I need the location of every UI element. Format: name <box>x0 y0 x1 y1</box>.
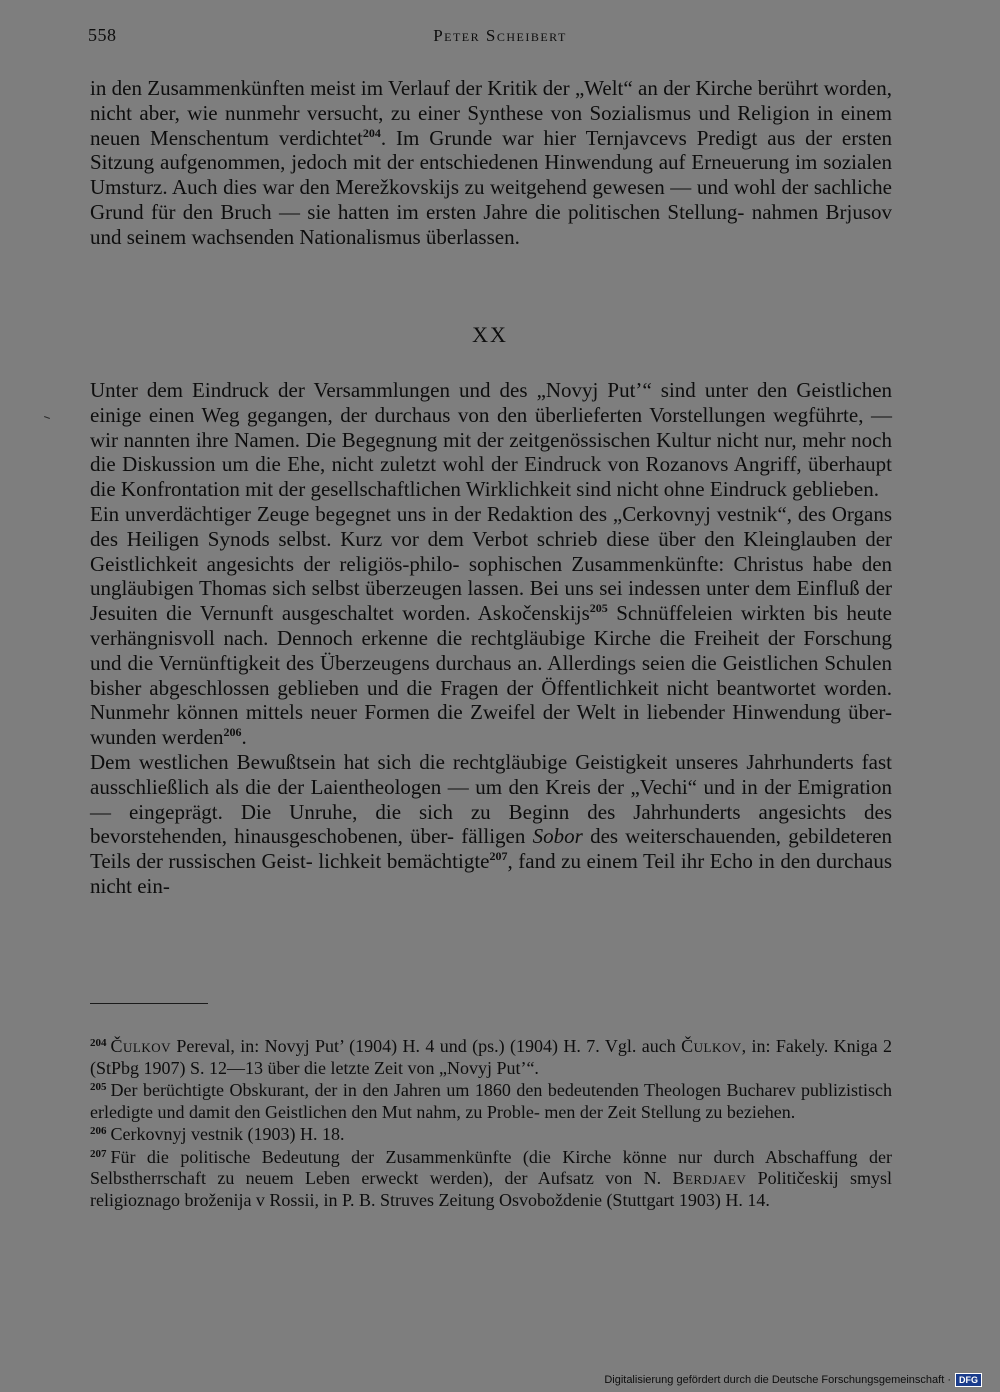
paragraph: Unter dem Eindruck der Versammlungen und des „Novyj Put’“ sind unter den Geistlichen einige einen Weg gegangen, der durchaus von den überlieferten Vorstellungen wegführte, — wir nannten ihre Namen. Die Begegnung mit der zeitgenössischen Kultur nicht nur, mehr noch die Diskussion um die Ehe, nicht zuletzt wohl der Eindruck von Rozanovs Angriff, überhaupt die Konfrontation mit der gesellschaftlichen Wirklichkeit sind nicht ohne Eindruck geblieben. <box>90 378 893 502</box>
footnote-ref-205[interactable]: 205 <box>589 601 608 616</box>
footnote-ref-204[interactable]: 204 <box>362 125 381 140</box>
footnote-ref-207[interactable]: 207 <box>489 849 508 864</box>
footnotes <box>90 1036 892 1212</box>
footnote-204: $^{204}$ Čulkov Pereval, in: Novyj Put’ (1904) H. 4 und (ps.) (1904) H. 7. Vgl. auch Čulkov, in: Fakely. Kniga 2 (StPbg 1907) S. 12—13 über die letzte Zeit von „Novyj Put’“. <box>90 1036 892 1078</box>
footnote-205: $^{205}$ Der berüchtigte Obskurant, der in den Jahren um 1860 den bedeutenden Theologen Bucharev publizistisch erledigte und damit den Geistlichen den Mut nahm, zu Proble- men der Zeit Stellung zu beziehen. <box>90 1080 893 1122</box>
paragraph: Dem westlichen Bewußtsein hat sich die rechtgläubige Geistigkeit unseres Jahrhunderts fast ausschließlich als die der Laientheologen — um den Kreis der „Vechi“ und in der Emigration — eingeprägt. Die Unruhe, die sich zu Beginn des Jahrhunderts angesichts des bevorstehenden, hinausgeschobenen, über- fälligen Sobor des weiterschauenden, gebildeteren Teils der russischen Geist- lichkeit bemächtigte$^{207}$, fand zu einem Teil ihr Echo in den durchaus nicht ein- <box>90 749 893 898</box>
scan-speck <box>44 416 50 419</box>
digitization-credit <box>604 1373 982 1387</box>
paragraph-continued <box>90 76 892 250</box>
running-head: Peter Scheibert <box>433 26 567 45</box>
footnote-206: $^{206}$ Cerkovnyj vestnik (1903) H. 18. <box>90 1124 345 1144</box>
footnote-207: $^{207}$ Für die politische Bedeutung der Zusammenkünfte (die Kirche könne nur durch Abschaffung der Selbstherrschaft zu neuem Leben erweckt werden), der Aufsatz von N. Berdjaev Političeskij smysl religioznago broženija v Rossii, in P. B. Struves Zeitung Osvoboždenie (Stuttgart 1903) H. 14. <box>90 1146 893 1210</box>
section-heading: XX <box>472 322 508 347</box>
text-line: in den Zusammenkünften meist im Verlauf der Kritik der „Welt“ an der Kirche berührt worden, nicht aber, wie nunmehr versucht, zu einer Synthese von Sozialismus und Religion in einem neuen Menschentum verdichtet$^{204}$. Im Grunde war hier Ternjavcevs Predigt aus der ersten Sitzung aufgenommen, jedoch mit der entschiedenen Hinwendung auf Erneuerung im sozialen Umsturz. Auch dies war den Merežkovskijs zu weitgehend gewesen — und wohl der sachliche Grund für den Bruch — sie hatten im ersten Jahre die politischen Stellung- nahmen Brjusov und seinem wachsenden Nationalismus überlassen. <box>90 76 893 249</box>
credit-text: Digitalisierung gefördert durch die Deutsche Forschungsgemeinschaft · <box>604 1374 951 1386</box>
dfg-logo: DFG <box>955 1373 982 1387</box>
paragraph: Ein unverdächtiger Zeuge begegnet uns in der Redaktion des „Cerkovnyj vestnik“, des Organs des Heiligen Synods selbst. Kurz vor dem Verbot schrieb diese über den Kleinglauben der Geistlichkeit angesichts der religiös-philo- sophischen Zusammenkünfte: Christus habe den ungläubigen Thomas sich selbst überzeugen lassen. Bei uns sei indessen unter dem Einfluß der Jesuiten die Vernunft ausgeschaltet worden. Askočenskijs$^{205}$ Schnüffeleien wirkten bis heute verhängnisvoll nach. Dennoch erkenne die rechtgläubige Kirche die Freiheit der Forschung und die Vernünftigkeit des Überzeugens durchaus an. Allerdings seien die Geistlichen Schulen bisher abgeschlossen geblieben und die Fragen der Öffentlichkeit nicht beantwortet worden. Nunmehr können mittels neuer Formen die Zweifel der Welt in liebender Hinwendung über- wunden werden$^{206}$. <box>90 501 893 750</box>
section-body <box>90 378 892 899</box>
footnote-divider <box>90 1003 208 1004</box>
footnote-ref-206[interactable]: 206 <box>223 725 242 740</box>
page-number: 558 <box>88 25 117 45</box>
